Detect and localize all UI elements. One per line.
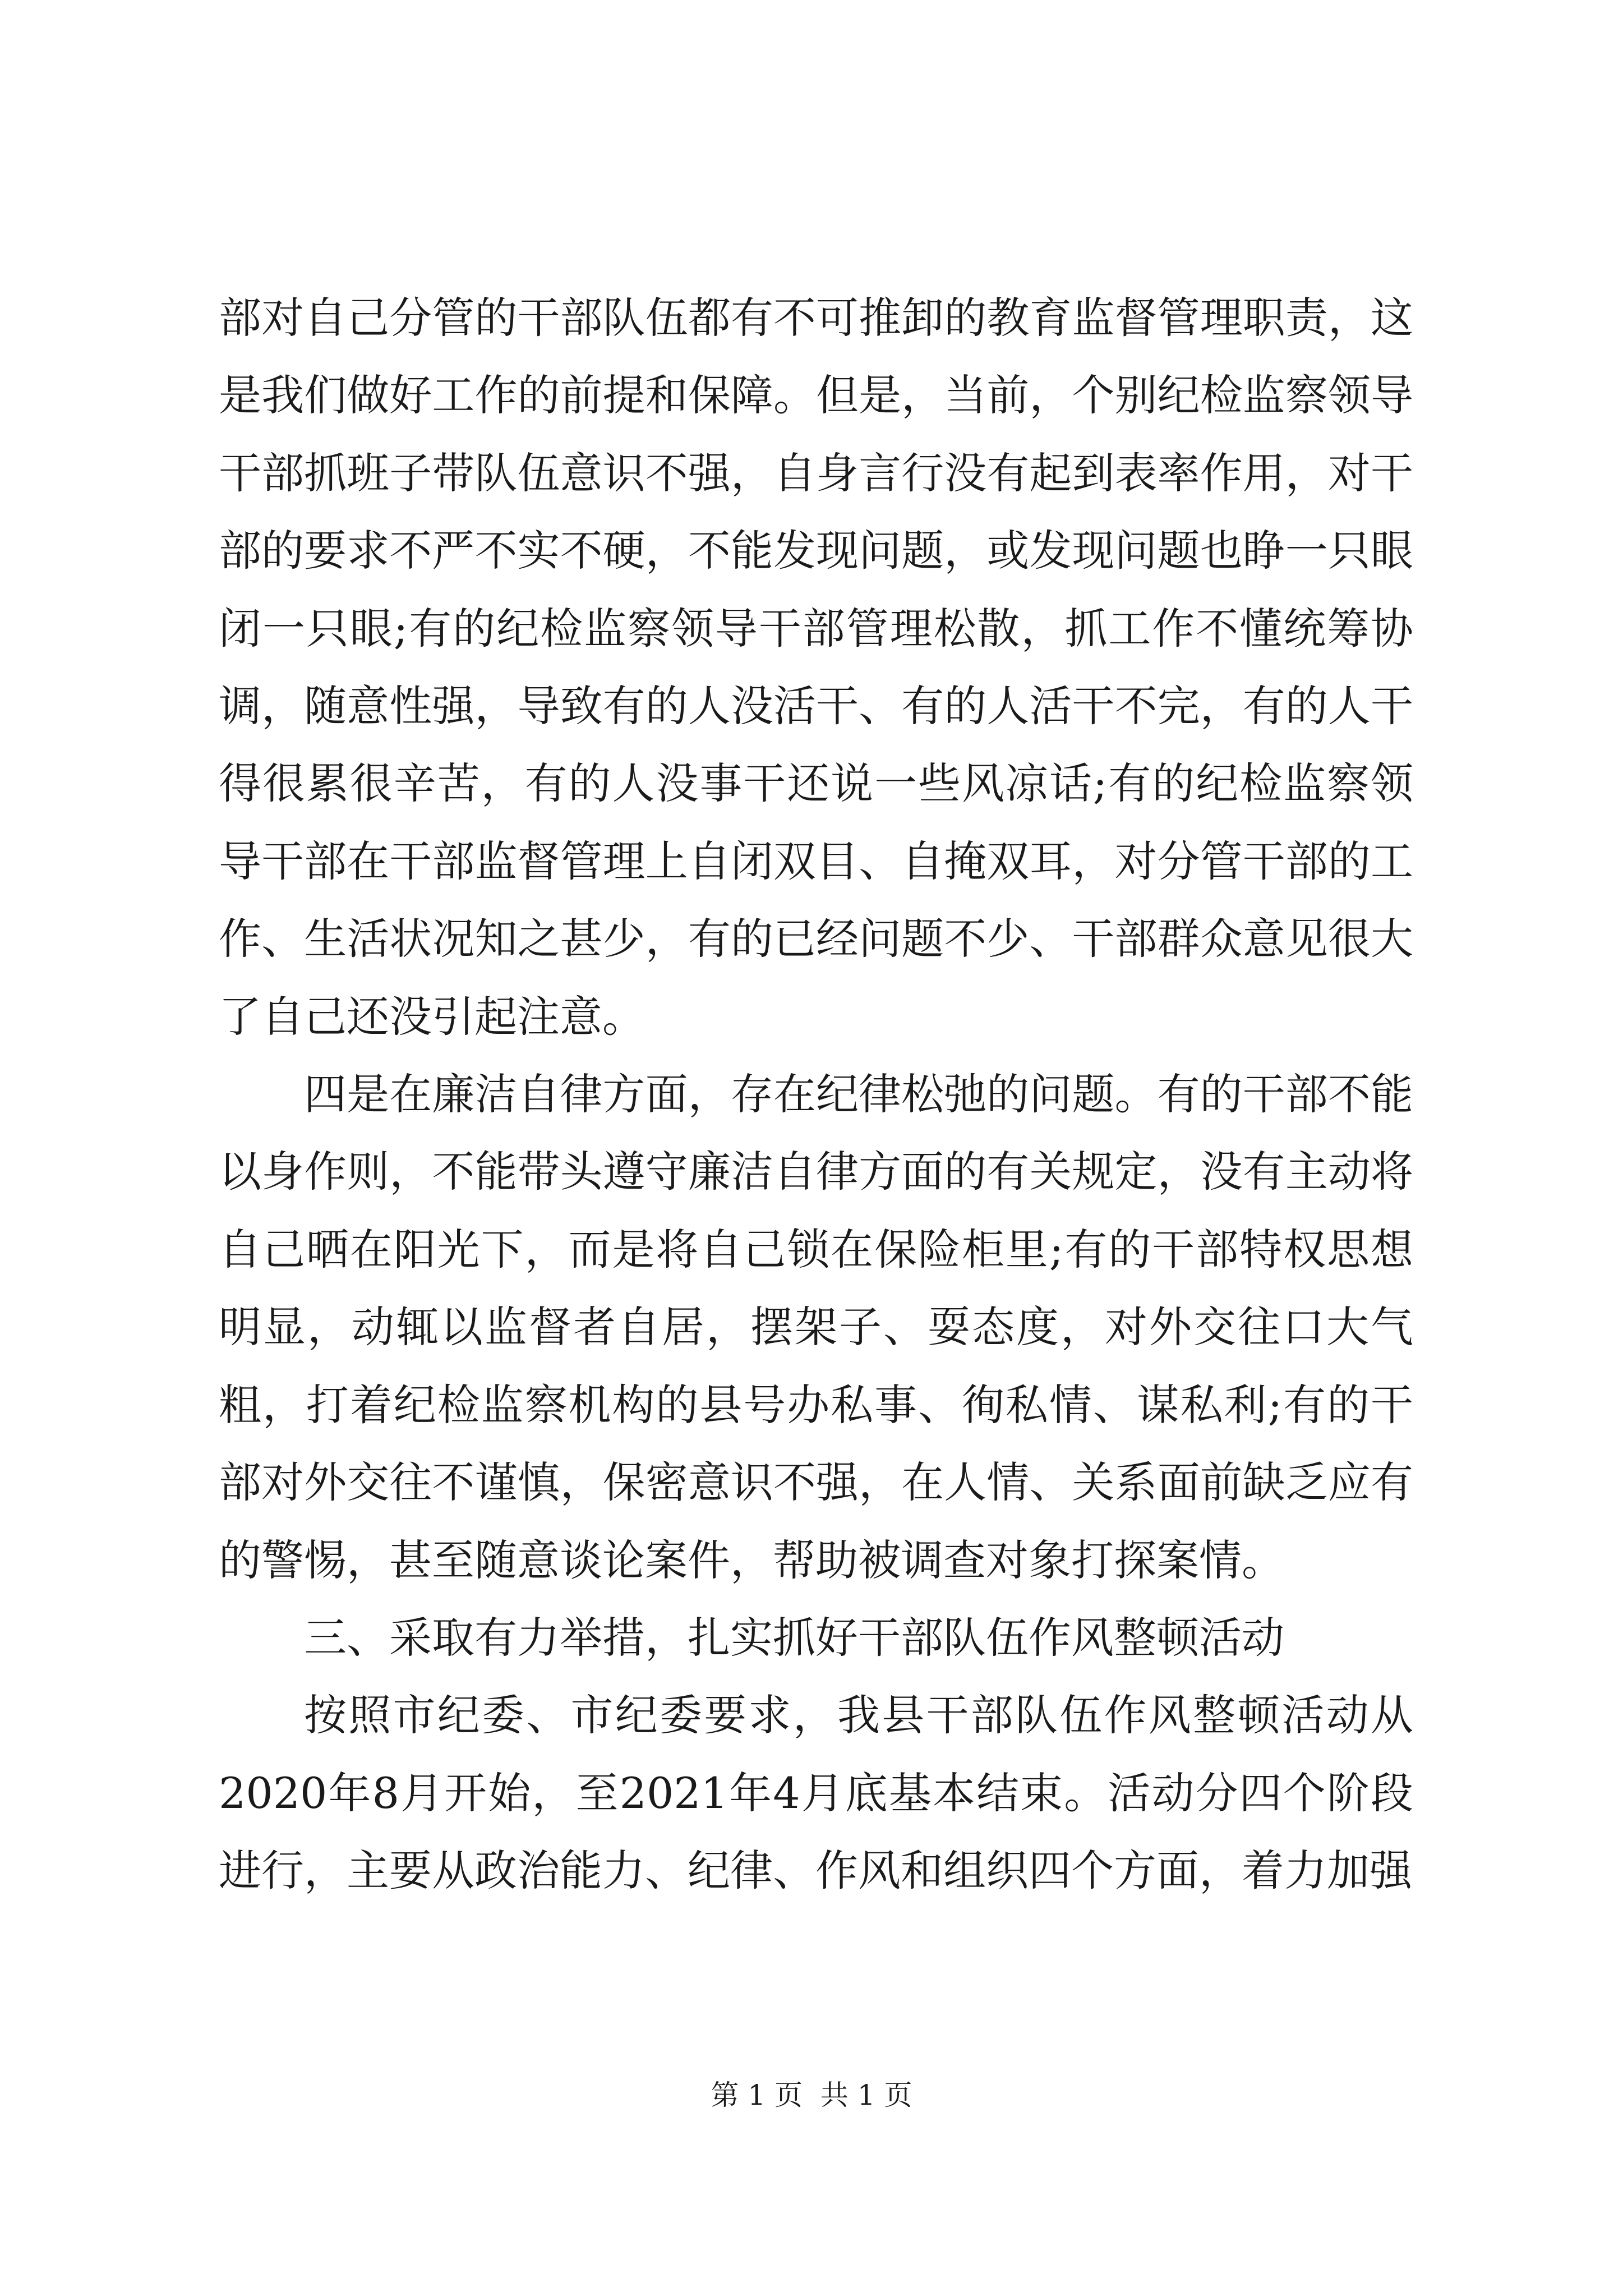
document-body	[219, 279, 1413, 1910]
section-heading-measures: 三、采取有力举措，扎实抓好干部队伍作风整顿活动	[304, 1612, 1284, 1663]
paragraph-integrity-discipline: 四是在廉洁自律方面，存在纪律松弛的问题。有的干部不能以身作则，不能带头遵守廉洁自律方面的有关规定，没有主动将自己晒在阳光下，而是将自己锁在保险柜里;有的干部特权思想明显，动辄以监督者自居，摆架子、耍态度，对外交往口大气粗，打着纪检监察机构的县号办私事、徇私情、谋私利;有的干部对外交往不谨慎，保密意识不强，在人情、关系面前缺乏应有的警惕，甚至随意谈论案件，帮助被调查对象打探案情。	[219, 1069, 1413, 1585]
page-footer: 第 1 页 共 1 页	[711, 2079, 912, 2111]
paragraph-continuation: 部对自己分管的干部队伍都有不可推卸的教育监督管理职责，这是我们做好工作的前提和保障。但是，当前，个别纪检监察领导干部抓班子带队伍意识不强，自身言行没有起到表率作用，对干部的要求不严不实不硬，不能发现问题，或发现问题也睁一只眼闭一只眼;有的纪检监察领导干部管理松散，抓工作不懂统筹协调，随意性强，导致有的人没活干、有的人活干不完，有的人干得很累很辛苦，有的人没事干还说一些风凉话;有的纪检监察领导干部在干部监督管理上自闭双目、自掩双耳，对分管干部的工作、生活状况知之甚少，有的已经问题不少、干部群众意见很大了自己还没引起注意。	[219, 293, 1413, 1042]
paragraph-rectification-activity: 按照市纪委、市纪委要求，我县干部队伍作风整顿活动从2020年8月开始，至2021年4月底基本结束。活动分四个阶段进行，主要从政治能力、纪律、作风和组织四个方面，着力加强	[219, 1690, 1413, 1896]
